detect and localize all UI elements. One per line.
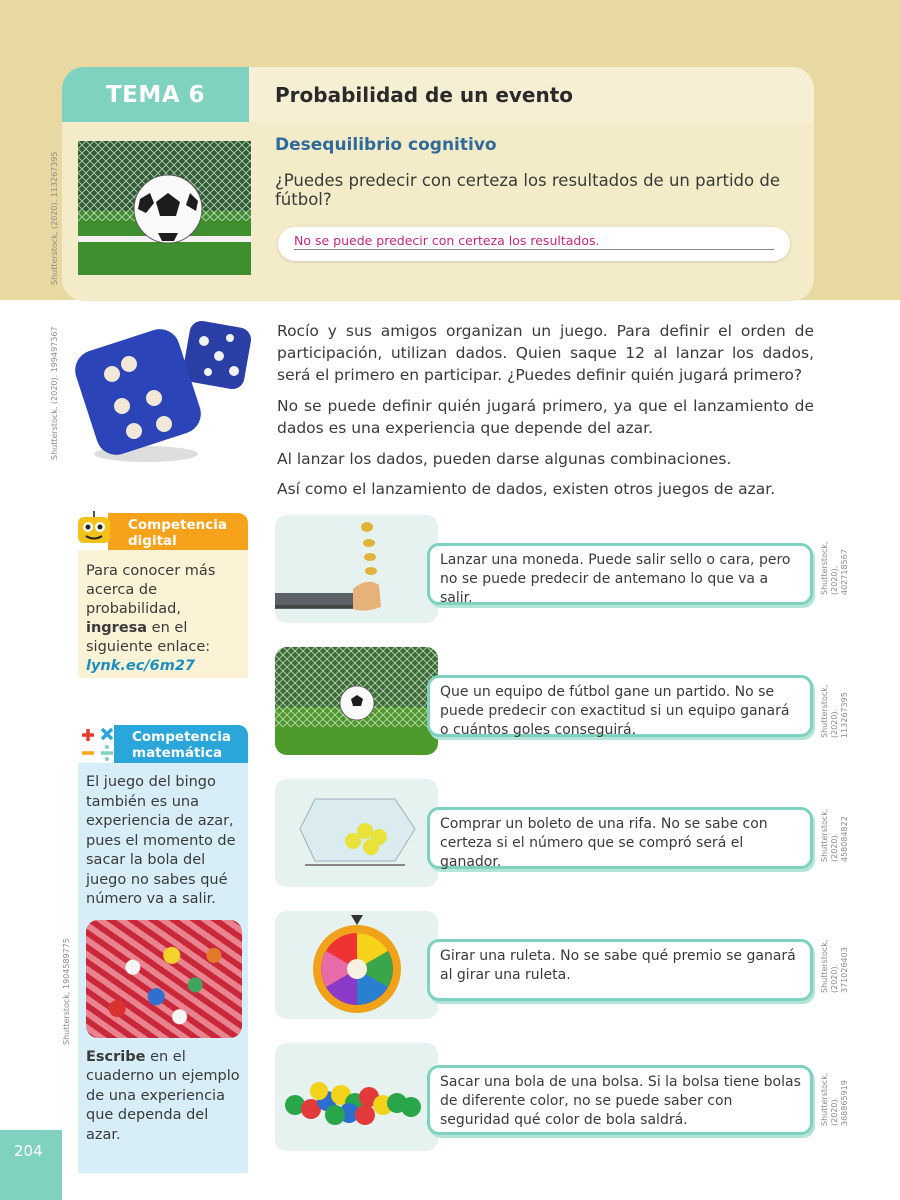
credit-balls: Shutterstock, (2020). 368865919 [820, 1072, 849, 1126]
credit-bingo: Shutterstock, 1904589775 [62, 938, 71, 1045]
credit-raffle: Shutterstock, (2020). 458084822 [820, 808, 849, 862]
credit-wheel: Shutterstock, (2020). 371026403 [820, 939, 849, 993]
example-card: Girar una ruleta. No se sabe qué premio se ganará al girar una ruleta. [427, 939, 813, 1001]
page-title: Probabilidad de un evento [249, 67, 814, 122]
dice-photo [74, 316, 256, 466]
math-competence-box [78, 725, 248, 1173]
page-number: 204 [0, 1130, 62, 1200]
credit-dice: Shutterstock, (2020). 199497367 [50, 326, 59, 460]
credit-coin: Shutterstock, (2020). 402718567 [820, 541, 849, 595]
example-card: Que un equipo de fútbol gane un partido. No se puede predecir con exactitud si un equipo ganará o cuántos goles conseguirá. [427, 675, 813, 737]
example-card: Comprar un boleto de una rifa. No se sabe con certeza si el número que se compró será el ganador. [427, 807, 813, 869]
example-balls [275, 1043, 815, 1151]
soccer-net-photo [275, 647, 438, 755]
digital-link[interactable]: lynk.ec/6m27 [86, 658, 195, 674]
answer-paragraph: No se puede definir quién jugará primero, ya que el lanzamiento de dados es una experiencia que depende del azar. [277, 397, 814, 437]
math-heading: Competencia matemática [114, 725, 248, 763]
example-soccer [275, 647, 815, 755]
intro-paragraph: Rocío y sus amigos organizan un juego. Para definir el orden de participación, utilizan dados. Quien saque 12 al lanzar los dados, será el primero en participar. ¿Puedes definir quién jugará primero? [277, 322, 814, 384]
example-card: Sacar una bola de una bolsa. Si la bolsa tiene bolas de diferente color, no se puede saber con seguridad qué color de bola saldrá. [427, 1065, 813, 1135]
coin-toss-photo [275, 515, 438, 623]
robot-icon [74, 509, 114, 549]
credit-soccer-small: Shutterstock, (2020). 113267395 [820, 684, 849, 738]
example-coin [275, 515, 815, 623]
digital-bold: ingresa [86, 620, 148, 636]
digital-body [78, 550, 248, 678]
prize-wheel-photo [275, 911, 438, 1019]
games-paragraph: Así como el lanzamiento de dados, existen otros juegos de azar. [277, 480, 776, 498]
answer-text: No se puede predecir con certeza los resultados. [294, 233, 774, 250]
example-wheel [275, 911, 815, 1019]
tema-label: TEMA 6 [62, 67, 249, 122]
math-task-bold: Escribe [86, 1048, 146, 1065]
math-operators-icon [78, 723, 118, 763]
digital-text: Para conocer más acerca de probabilidad, [86, 563, 216, 617]
combinations-paragraph: Al lanzar los dados, pueden darse algunas combinaciones. [277, 450, 732, 468]
math-task-rest: en el cuaderno un ejemplo de una experiencia que dependa del azar. [86, 1048, 240, 1143]
answer-field[interactable] [278, 227, 790, 261]
colored-balls-photo [275, 1043, 438, 1151]
digital-competence-box [78, 513, 248, 678]
math-text: El juego del bingo también es una experiencia de azar, pues el momento de sacar la bola del juego no sabes qué número va a salir. [86, 774, 236, 907]
example-card: Lanzar una moneda. Puede salir sello o cara, pero no se puede predecir de antemano lo que va a salir. [427, 543, 813, 605]
math-body [78, 763, 248, 1173]
example-raffle [275, 779, 815, 887]
math-task [86, 1048, 240, 1146]
bingo-balls-photo [86, 920, 242, 1038]
digital-text-after: en el siguiente enlace: [86, 620, 211, 655]
credit-soccer-top: Shutterstock, (2020). 113267395 [50, 151, 59, 285]
section-subheading: Desequilibrio cognitivo [275, 135, 497, 155]
digital-heading: Competencia digital [108, 513, 248, 550]
raffle-drum-photo [275, 779, 438, 887]
soccer-goal-photo [78, 141, 251, 275]
question-text: ¿Puedes predecir con certeza los resultados de un partido de fútbol? [275, 171, 780, 209]
